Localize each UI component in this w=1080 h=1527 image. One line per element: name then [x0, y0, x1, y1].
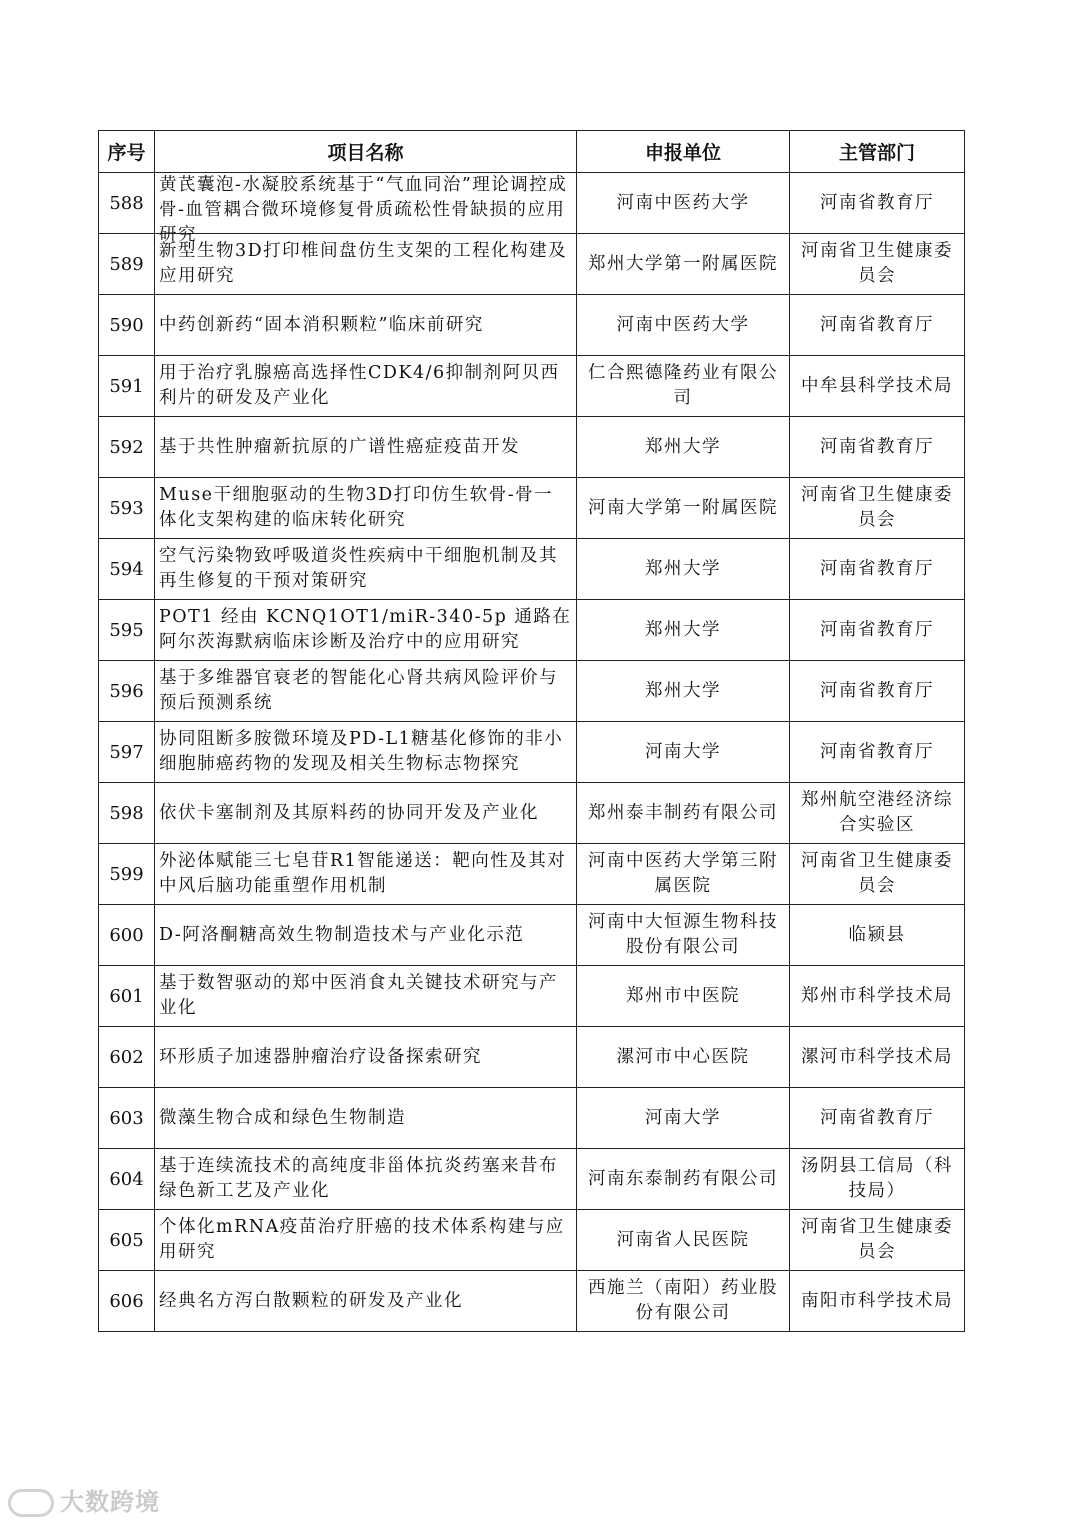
- project-name-cell-text: 环形质子加速器肿瘤治疗设备探索研究: [159, 1046, 482, 1067]
- index-cell: [99, 1271, 155, 1332]
- applicant-unit-cell: [577, 1271, 790, 1332]
- index-cell: [99, 661, 155, 722]
- applicant-unit-cell-text: 河南省人民医院: [616, 1229, 750, 1250]
- department-cell-text: 郑州航空港经济综合实验区: [801, 790, 953, 835]
- project-name-cell-text: 空气污染物致呼吸道炎性疾病中干细胞机制及其再生修复的干预对策研究: [159, 546, 558, 591]
- department-cell-text: 汤阴县工信局（科技局）: [801, 1156, 953, 1201]
- project-name-cell: [155, 1149, 577, 1210]
- department-cell-text: 河南省教育厅: [820, 680, 934, 701]
- department-cell-text: 河南省教育厅: [820, 314, 934, 335]
- applicant-unit-cell-text: 河南大学第一附属医院: [588, 497, 778, 518]
- header-index: 序号: [99, 131, 155, 173]
- project-name-cell-text: 协同阻断多胺微环境及PD-L1糖基化修饰的非小细胞肺癌药物的发现及相关生物标志物探究: [159, 729, 564, 774]
- applicant-unit-cell: [577, 417, 790, 478]
- department-cell: [790, 966, 965, 1027]
- project-name-cell-text: D-阿洛酮糖高效生物制造技术与产业化示范: [159, 924, 525, 945]
- department-cell-text: 郑州市科学技术局: [801, 985, 953, 1006]
- applicant-unit-cell: [577, 295, 790, 356]
- department-cell-text: 河南省卫生健康委员会: [801, 851, 953, 896]
- project-name-cell: [155, 1210, 577, 1271]
- applicant-unit-cell-text: 郑州大学: [645, 680, 721, 701]
- project-name-cell: [155, 966, 577, 1027]
- table-row: [99, 356, 965, 417]
- project-name-cell: [155, 661, 577, 722]
- table-row: [99, 905, 965, 966]
- index-cell: [99, 1210, 155, 1271]
- header-department: 主管部门: [790, 131, 965, 173]
- table-row: [99, 600, 965, 661]
- index-cell: [99, 356, 155, 417]
- index-cell-text: 591: [109, 375, 144, 397]
- department-cell: [790, 783, 965, 844]
- table-row: [99, 234, 965, 295]
- project-name-cell: [155, 722, 577, 783]
- project-name-cell: [155, 356, 577, 417]
- table-row: [99, 1271, 965, 1332]
- table-row: [99, 1027, 965, 1088]
- index-cell: [99, 966, 155, 1027]
- index-cell-text: 601: [109, 985, 144, 1007]
- index-cell: [99, 1149, 155, 1210]
- table-row: [99, 1210, 965, 1271]
- index-cell: [99, 1088, 155, 1149]
- department-cell-text: 漯河市科学技术局: [801, 1046, 953, 1067]
- project-name-cell: [155, 539, 577, 600]
- project-name-cell-text: 微藻生物合成和绿色生物制造: [159, 1107, 406, 1128]
- table-row: [99, 539, 965, 600]
- applicant-unit-cell: [577, 539, 790, 600]
- applicant-unit-cell: [577, 600, 790, 661]
- applicant-unit-cell-text: 郑州大学: [645, 619, 721, 640]
- index-cell-text: 605: [109, 1229, 144, 1251]
- index-cell-text: 597: [109, 741, 144, 763]
- index-cell: [99, 234, 155, 295]
- department-cell-text: 河南省教育厅: [820, 436, 934, 457]
- watermark: [8, 1482, 160, 1517]
- project-name-cell-text: 外泌体赋能三七皂苷R1智能递送：靶向性及其对中风后脑功能重塑作用机制: [159, 851, 567, 896]
- project-name-cell: [155, 478, 577, 539]
- applicant-unit-cell: [577, 234, 790, 295]
- department-cell-text: 河南省教育厅: [820, 1107, 934, 1128]
- department-cell: [790, 1027, 965, 1088]
- index-cell: [99, 844, 155, 905]
- project-name-cell: [155, 905, 577, 966]
- department-cell: [790, 905, 965, 966]
- index-cell-text: 588: [109, 192, 144, 214]
- department-cell: [790, 722, 965, 783]
- watermark-logo-icon: [8, 1489, 54, 1517]
- applicant-unit-cell-text: 河南大学: [645, 741, 721, 762]
- project-name-cell-text: 用于治疗乳腺癌高选择性CDK4/6抑制剂阿贝西利片的研发及产业化: [159, 363, 560, 408]
- index-cell-text: 590: [109, 314, 144, 336]
- table-row: [99, 783, 965, 844]
- applicant-unit-cell-text: 郑州泰丰制药有限公司: [588, 802, 778, 823]
- header-row: [99, 131, 965, 173]
- applicant-unit-cell: [577, 478, 790, 539]
- project-name-cell: [155, 1088, 577, 1149]
- project-table: [98, 130, 965, 1332]
- project-name-cell-text: 黄芪囊泡-水凝胶系统基于“气血同治”理论调控成骨-血管耦合微环境修复骨质疏松性骨缺损的应用研究: [159, 175, 568, 245]
- department-cell: [790, 1271, 965, 1332]
- project-name-cell-text: 个体化mRNA疫苗治疗肝癌的技术体系构建与应用研究: [159, 1217, 565, 1262]
- project-name-cell-text: Muse干细胞驱动的生物3D打印仿生软骨-骨一体化支架构建的临床转化研究: [159, 485, 554, 530]
- applicant-unit-cell: [577, 1027, 790, 1088]
- applicant-unit-cell: [577, 905, 790, 966]
- project-name-cell: [155, 1271, 577, 1332]
- index-cell-text: 604: [109, 1168, 144, 1190]
- applicant-unit-cell-text: 漯河市中心医院: [616, 1046, 750, 1067]
- department-cell: [790, 539, 965, 600]
- department-cell-text: 河南省教育厅: [820, 558, 934, 579]
- index-cell: [99, 783, 155, 844]
- applicant-unit-cell: [577, 1088, 790, 1149]
- applicant-unit-cell-text: 郑州大学: [645, 558, 721, 579]
- project-name-cell: [155, 783, 577, 844]
- table-row: [99, 478, 965, 539]
- applicant-unit-cell: [577, 661, 790, 722]
- applicant-unit-cell-text: 仁合熙德隆药业有限公司: [588, 363, 778, 408]
- department-cell-text: 河南省教育厅: [820, 192, 934, 213]
- index-cell-text: 600: [109, 924, 144, 946]
- applicant-unit-cell-text: 河南中医药大学: [616, 192, 750, 213]
- department-cell-text: 南阳市科学技术局: [801, 1290, 953, 1311]
- department-cell: [790, 1210, 965, 1271]
- project-name-cell-text: 基于共性肿瘤新抗原的广谱性癌症疫苗开发: [159, 436, 520, 457]
- applicant-unit-cell-text: 河南中医药大学第三附属医院: [588, 851, 778, 896]
- index-cell: [99, 1027, 155, 1088]
- project-name-cell: [155, 1027, 577, 1088]
- project-name-cell: [155, 173, 577, 245]
- table-row: [99, 966, 965, 1027]
- project-name-cell-text: 依伏卡塞制剂及其原料药的协同开发及产业化: [159, 802, 539, 823]
- department-cell: [790, 661, 965, 722]
- project-name-cell-text: 基于数智驱动的郑中医消食丸关键技术研究与产业化: [159, 973, 558, 1018]
- applicant-unit-cell-text: 河南中医药大学: [616, 314, 750, 335]
- applicant-unit-cell-text: 河南大学: [645, 1107, 721, 1128]
- table-row: [99, 1088, 965, 1149]
- applicant-unit-cell: [577, 783, 790, 844]
- index-cell: [99, 417, 155, 478]
- department-cell: [790, 600, 965, 661]
- table-row: [99, 844, 965, 905]
- index-cell-text: 606: [109, 1290, 144, 1312]
- project-name-cell-text: 基于连续流技术的高纯度非甾体抗炎药塞来昔布绿色新工艺及产业化: [159, 1156, 558, 1201]
- applicant-unit-cell-text: 郑州市中医院: [626, 985, 740, 1006]
- project-name-cell: [155, 600, 577, 661]
- department-cell-text: 临颍县: [848, 924, 906, 945]
- department-cell-text: 河南省教育厅: [820, 619, 934, 640]
- applicant-unit-cell-text: 郑州大学第一附属医院: [588, 253, 778, 274]
- table-row: [99, 661, 965, 722]
- applicant-unit-cell: [577, 1149, 790, 1210]
- table-row: [99, 722, 965, 783]
- project-name-cell: [155, 295, 577, 356]
- index-cell: [99, 295, 155, 356]
- department-cell: [790, 173, 965, 234]
- index-cell-text: 589: [109, 253, 144, 275]
- applicant-unit-cell-text: 郑州大学: [645, 436, 721, 457]
- project-name-cell-text: 经典名方泻白散颗粒的研发及产业化: [159, 1290, 463, 1311]
- department-cell: [790, 234, 965, 295]
- project-name-cell: [155, 234, 577, 295]
- applicant-unit-cell: [577, 1210, 790, 1271]
- index-cell-text: 602: [109, 1046, 144, 1068]
- index-cell-text: 595: [109, 619, 144, 641]
- table-row: [99, 173, 965, 234]
- department-cell: [790, 417, 965, 478]
- watermark-text: 大数跨境: [60, 1488, 160, 1516]
- project-name-cell-text: 基于多维器官衰老的智能化心肾共病风险评价与预后预测系统: [159, 668, 558, 713]
- department-cell: [790, 844, 965, 905]
- index-cell: [99, 173, 155, 234]
- index-cell-text: 598: [109, 802, 144, 824]
- project-name-cell-text: POT1 经由 KCNQ1OT1/miR-340-5p 通路在阿尔茨海默病临床诊断及治疗中的应用研究: [159, 607, 572, 652]
- index-cell-text: 599: [109, 863, 144, 885]
- applicant-unit-cell-text: 西施兰（南阳）药业股份有限公司: [588, 1278, 778, 1323]
- department-cell: [790, 295, 965, 356]
- applicant-unit-cell: [577, 844, 790, 905]
- header-applicant-unit: 申报单位: [577, 131, 790, 173]
- index-cell: [99, 722, 155, 783]
- department-cell-text: 河南省卫生健康委员会: [801, 1217, 953, 1262]
- index-cell-text: 592: [109, 436, 144, 458]
- project-name-cell-text: 中药创新药“固本消积颗粒”临床前研究: [159, 314, 484, 335]
- applicant-unit-cell: [577, 966, 790, 1027]
- table-row: [99, 295, 965, 356]
- project-name-cell: [155, 844, 577, 905]
- department-cell: [790, 1149, 965, 1210]
- applicant-unit-cell: [577, 173, 790, 234]
- applicant-unit-cell: [577, 356, 790, 417]
- index-cell-text: 603: [109, 1107, 144, 1129]
- index-cell: [99, 539, 155, 600]
- department-cell-text: 中牟县科学技术局: [801, 375, 953, 396]
- applicant-unit-cell-text: 河南东泰制药有限公司: [588, 1168, 778, 1189]
- department-cell: [790, 1088, 965, 1149]
- table-row: [99, 417, 965, 478]
- department-cell: [790, 356, 965, 417]
- department-cell: [790, 478, 965, 539]
- index-cell: [99, 600, 155, 661]
- index-cell-text: 593: [109, 497, 144, 519]
- index-cell-text: 596: [109, 680, 144, 702]
- department-cell-text: 河南省教育厅: [820, 741, 934, 762]
- project-name-cell-text: 新型生物3D打印椎间盘仿生支架的工程化构建及应用研究: [159, 241, 568, 286]
- table-row: [99, 1149, 965, 1210]
- header-project-name: 项目名称: [155, 131, 577, 173]
- index-cell-text: 594: [109, 558, 144, 580]
- department-cell-text: 河南省卫生健康委员会: [801, 485, 953, 530]
- applicant-unit-cell: [577, 722, 790, 783]
- department-cell-text: 河南省卫生健康委员会: [801, 241, 953, 286]
- project-name-cell: [155, 417, 577, 478]
- index-cell: [99, 905, 155, 966]
- applicant-unit-cell-text: 河南中大恒源生物科技股份有限公司: [588, 912, 778, 957]
- index-cell: [99, 478, 155, 539]
